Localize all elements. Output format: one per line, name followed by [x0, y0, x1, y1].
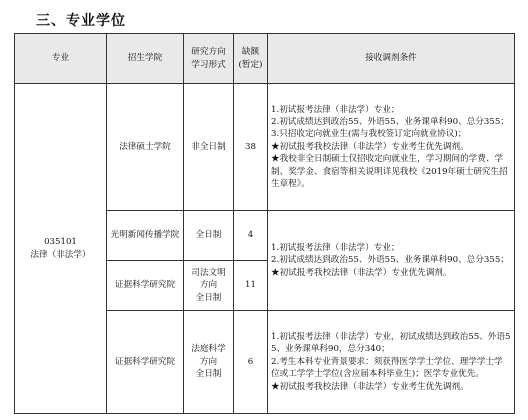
- quota-cell: 6: [234, 311, 268, 414]
- section-title: 三、专业学位: [36, 13, 126, 29]
- header-college: 招生学院: [107, 34, 184, 84]
- condition-line: ★初试报考我校法律（非法学）专业考生优先调剂。: [271, 381, 469, 392]
- study-form-line: 司法文明: [191, 267, 226, 278]
- conditions-cell: [268, 211, 515, 311]
- study-form-line: 全日制: [195, 369, 222, 380]
- condition-line: 2.初试成绩达到政治55、外语55、业务课单科90、总分355；: [271, 255, 509, 266]
- major-code: 035101: [44, 237, 77, 248]
- adjustment-table: [14, 33, 515, 414]
- study-form-line: 全日制: [195, 292, 222, 303]
- condition-line: 1.初试报考法律（非法学）专业，初试成绩达到政治55、外语55、业务课单科90，总分340；: [271, 331, 511, 355]
- college-cell: 光明新闻传播学院: [107, 211, 184, 261]
- major-name: 法律（非法学）: [30, 249, 91, 260]
- condition-line: ★初试报考我校法律（非法学）专业考生优先调剂。: [271, 141, 469, 152]
- study-form-cell: [184, 261, 234, 311]
- study-form-line: 方向: [199, 356, 218, 367]
- condition-line: 1.初试报考法律（非法学）专业；: [271, 242, 400, 253]
- study-form-line: 法庭科学: [191, 344, 226, 355]
- quota-cell: 11: [234, 261, 268, 311]
- condition-line: 2.考生本科专业背景要求：须获得医学学士学位、理学学士学位或工学学士学位(含应届本科毕业生)；医学专业优先。: [271, 356, 503, 380]
- college-cell: 证据科学研究院: [107, 261, 184, 311]
- header-study-form-line2: 学习形式: [191, 59, 226, 70]
- table-header-row: [15, 34, 515, 84]
- condition-line: 2.初试成绩达到政治55、外语55、业务课单科90、总分355；: [271, 116, 509, 127]
- quota-cell: 4: [234, 211, 268, 261]
- header-study-form-line1: 研究方向: [191, 47, 226, 58]
- condition-line: 3.只招收定向就业生(需与我校签订定向就业协议)；: [271, 129, 467, 140]
- conditions-cell: [268, 84, 515, 211]
- study-form-cell: 全日制: [184, 211, 234, 261]
- college-cell: 证据科学研究院: [107, 311, 184, 414]
- conditions-cell: [268, 311, 515, 414]
- header-quota-line1: 缺额: [241, 47, 260, 58]
- quota-cell: 38: [234, 84, 268, 211]
- condition-line: 1.初试报考法律（非法学）专业；: [271, 104, 400, 115]
- header-quota: [234, 34, 268, 84]
- study-form-cell: [184, 311, 234, 414]
- major-cell: [15, 84, 107, 414]
- header-conditions: 接收调剂条件: [268, 34, 515, 84]
- study-form-cell: 非全日制: [184, 84, 234, 211]
- table-row: [15, 84, 515, 211]
- header-quota-line2: (暂定): [238, 59, 263, 70]
- header-study-form: [184, 34, 234, 84]
- condition-line: ★我校非全日制硕士仅招收定向就业生，学习期间的学费、学制、奖学金、食宿等相关说明详见我校《2019年硕士研究生招生章程》。: [271, 154, 508, 190]
- condition-line: ★初试报考我校法律（非法学）专业优先调剂。: [271, 267, 452, 278]
- study-form-line: 方向: [199, 280, 218, 291]
- college-cell: 法律硕士学院: [107, 84, 184, 211]
- header-major: 专业: [15, 34, 107, 84]
